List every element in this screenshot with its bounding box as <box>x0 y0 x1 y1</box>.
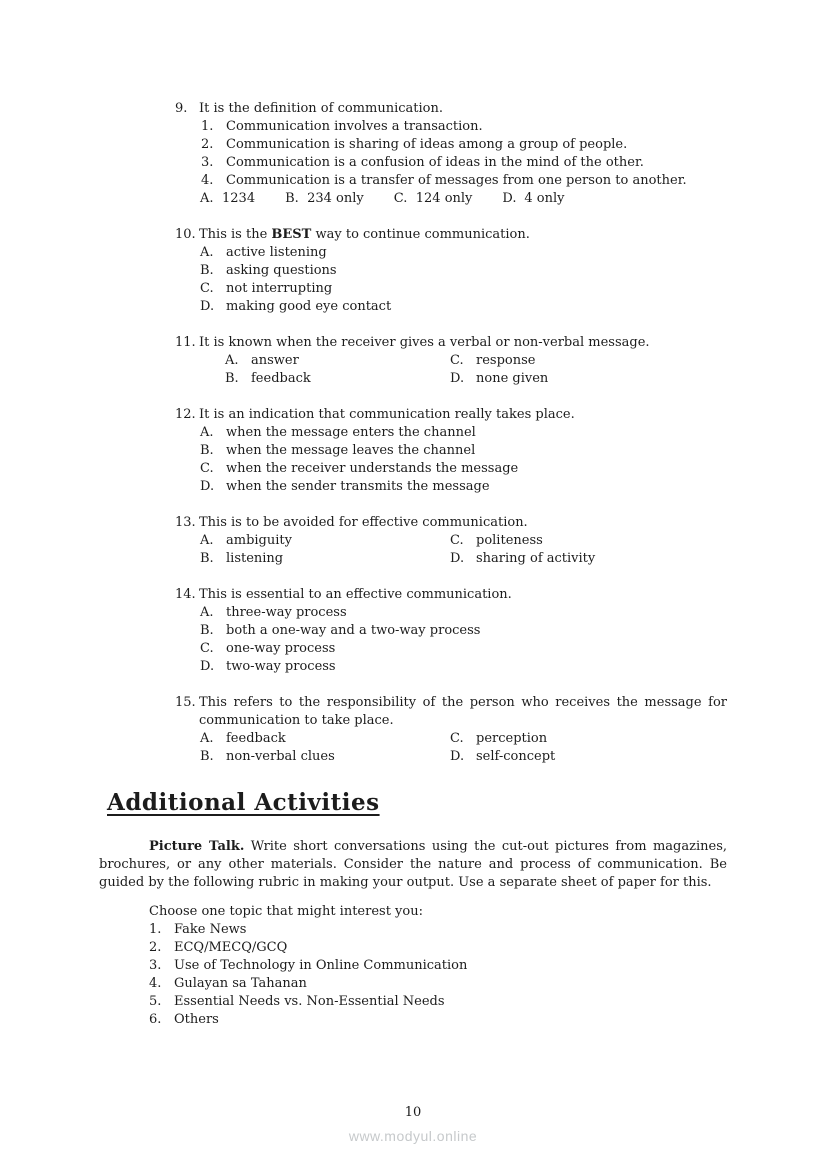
choice-text: three-way process <box>226 605 347 620</box>
choice-text: not interrupting <box>226 281 333 296</box>
question-number: 15. <box>175 695 196 710</box>
activity-lead: Picture Talk. <box>149 839 245 854</box>
choice-item <box>200 622 727 640</box>
choice-item <box>450 550 727 568</box>
question-header <box>175 334 727 352</box>
choice-grid <box>200 532 727 568</box>
question-number: 14. <box>175 587 196 602</box>
choice-text: 4 only <box>524 191 565 206</box>
activity-body: Write short conversations using the cut-out pictures from magazines, brochures, or any other materials. Consider the nature and process of communication. Be guided by the following rubric in making your output. Use a separate sheet of paper for this. <box>99 839 727 890</box>
choice-letter: C. <box>200 281 214 296</box>
choice-letter: D. <box>450 551 465 566</box>
question-9 <box>175 100 727 208</box>
topics-intro: Choose one topic that might interest you: <box>149 904 423 919</box>
topic-text: Use of Technology in Online Communication <box>174 958 468 973</box>
question-text-before: This is the <box>199 227 272 242</box>
topic-marker: 4. <box>149 976 162 991</box>
question-number: 11. <box>175 335 196 350</box>
choice-letter: C. <box>450 731 464 746</box>
statement-text: Communication is sharing of ideas among a group of people. <box>226 137 628 152</box>
topic-item <box>149 1011 727 1029</box>
page-footer <box>0 1104 826 1145</box>
choice-letter: B. <box>200 623 214 638</box>
choice-text: listening <box>226 551 284 566</box>
choice-text: active listening <box>226 245 327 260</box>
statement-text: Communication is a confusion of ideas in the mind of the other. <box>226 155 644 170</box>
choice-text: non-verbal clues <box>226 749 335 764</box>
statement-item <box>201 118 727 136</box>
choice-letter: B. <box>200 551 214 566</box>
choice-letter: A. <box>200 533 214 548</box>
topic-text: Others <box>174 1012 219 1027</box>
topic-text: Gulayan sa Tahanan <box>174 976 307 991</box>
choice-item <box>200 640 727 658</box>
choice-item <box>450 748 727 766</box>
choice-list <box>200 604 727 676</box>
question-header <box>175 514 727 532</box>
watermark: www.modyul.online <box>348 1128 478 1144</box>
question-header <box>175 586 727 604</box>
choice-item <box>200 658 727 676</box>
choice-item <box>200 478 727 496</box>
question-number: 10. <box>175 227 196 242</box>
topic-marker: 3. <box>149 958 162 973</box>
choice-grid <box>200 730 727 766</box>
choice-item <box>450 370 727 388</box>
choice-text: 234 only <box>307 191 364 206</box>
choice-list <box>200 424 727 496</box>
statement-text: Communication is a transfer of messages from one person to another. <box>226 173 687 188</box>
topic-item <box>149 975 727 993</box>
question-text: This is to be avoided for effective communication. <box>199 515 528 530</box>
question-list <box>175 100 727 766</box>
question-text: It is an indication that communication really takes place. <box>199 407 575 422</box>
choice-letter: B. <box>200 263 214 278</box>
question-13 <box>175 514 727 568</box>
question-14 <box>175 586 727 676</box>
choice-text: self-concept <box>476 749 556 764</box>
answer-options-row <box>200 190 727 208</box>
choice-text: ambiguity <box>226 533 292 548</box>
question-15 <box>175 694 727 766</box>
statement-marker: 3. <box>201 155 214 170</box>
question-text <box>199 226 727 244</box>
choice-text: answer <box>251 353 299 368</box>
topic-list <box>149 921 727 1029</box>
choice-text: response <box>476 353 536 368</box>
topic-text: Fake News <box>174 922 247 937</box>
choice-letter: D. <box>200 659 215 674</box>
choice-text: none given <box>476 371 549 386</box>
question-header <box>175 100 727 118</box>
choice-item <box>450 730 727 748</box>
statement-marker: 2. <box>201 137 214 152</box>
choice-letter: A. <box>200 425 214 440</box>
question-11 <box>175 334 727 388</box>
choice-item <box>200 424 727 442</box>
statement-list <box>201 118 727 190</box>
choice-text: 1234 <box>222 191 256 206</box>
section-heading: Additional Activities <box>107 789 380 816</box>
activity-paragraph <box>99 838 727 892</box>
question-10 <box>175 226 727 316</box>
statement-text: Communication involves a transaction. <box>226 119 483 134</box>
choice-letter: C. <box>200 461 214 476</box>
choice-item <box>200 604 727 622</box>
statement-marker: 1. <box>201 119 214 134</box>
topic-marker: 2. <box>149 940 162 955</box>
choice-letter: A. <box>200 731 214 746</box>
choice-item <box>200 460 727 478</box>
choice-item <box>200 190 255 208</box>
statement-item <box>201 154 727 172</box>
choice-item <box>200 550 450 568</box>
statement-item <box>201 136 727 154</box>
choice-text: making good eye contact <box>226 299 392 314</box>
topic-item <box>149 939 727 957</box>
question-number: 13. <box>175 515 196 530</box>
choice-text: 124 only <box>415 191 473 206</box>
topic-item <box>149 957 727 975</box>
choice-text: when the message leaves the channel <box>226 443 476 458</box>
choice-letter: A. <box>200 605 214 620</box>
choice-letter: D. <box>200 479 215 494</box>
question-text: This is essential to an effective communication. <box>199 587 512 602</box>
question-header <box>175 406 727 424</box>
choice-text: politeness <box>476 533 543 548</box>
choice-text: feedback <box>226 731 286 746</box>
choice-text: sharing of activity <box>476 551 596 566</box>
choice-letter: B. <box>200 443 214 458</box>
page-number: 10 <box>404 1105 422 1120</box>
choice-text: asking questions <box>226 263 337 278</box>
choice-text: feedback <box>251 371 311 386</box>
choice-letter: D. <box>502 191 517 206</box>
choice-grid <box>225 352 727 388</box>
choice-letter: C. <box>393 191 408 206</box>
choice-text: both a one-way and a two-way process <box>226 623 481 638</box>
topic-item <box>149 921 727 939</box>
choice-list <box>200 244 727 316</box>
choice-item <box>200 280 727 298</box>
choice-letter: B. <box>200 749 214 764</box>
choice-item <box>450 352 727 370</box>
topic-text: Essential Needs vs. Non-Essential Needs <box>174 994 445 1009</box>
choice-item <box>450 532 727 550</box>
question-text-bold: BEST <box>271 227 312 242</box>
choice-letter: D. <box>450 371 465 386</box>
question-text: It is known when the receiver gives a verbal or non-verbal message. <box>199 335 650 350</box>
choice-item <box>200 442 727 460</box>
choice-item <box>200 532 450 550</box>
choice-text: when the message enters the channel <box>226 425 476 440</box>
question-text: This refers to the responsibility of the person who receives the message for communication to take place. <box>199 695 727 728</box>
choice-letter: C. <box>450 353 464 368</box>
choice-letter: D. <box>450 749 465 764</box>
choice-letter: C. <box>200 641 214 656</box>
question-number: 12. <box>175 407 196 422</box>
choice-letter: C. <box>450 533 464 548</box>
choice-letter: A. <box>225 353 239 368</box>
choice-text: two-way process <box>226 659 336 674</box>
statement-item <box>201 172 727 190</box>
statement-marker: 4. <box>201 173 214 188</box>
choice-letter: D. <box>200 299 215 314</box>
choice-item <box>200 298 727 316</box>
topic-text: ECQ/MECQ/GCQ <box>174 940 288 955</box>
choice-letter: A. <box>200 191 214 206</box>
choice-letter: B. <box>225 371 239 386</box>
question-number: 9. <box>175 101 188 116</box>
question-text-after: way to continue communication. <box>311 227 530 242</box>
topic-item <box>149 993 727 1011</box>
choice-item <box>285 190 364 208</box>
choice-text: perception <box>476 731 548 746</box>
choice-item <box>394 190 473 208</box>
choice-text: when the receiver understands the message <box>226 461 519 476</box>
choice-text: one-way process <box>226 641 336 656</box>
question-text: It is the definition of communication. <box>199 101 443 116</box>
choice-item <box>225 352 450 370</box>
question-12 <box>175 406 727 496</box>
question-header <box>175 226 727 244</box>
choice-item <box>200 748 450 766</box>
choice-letter: A. <box>200 245 214 260</box>
choice-item <box>200 262 727 280</box>
question-header <box>175 694 727 730</box>
choice-item <box>502 190 564 208</box>
choice-item <box>225 370 450 388</box>
topic-marker: 1. <box>149 922 162 937</box>
choice-text: when the sender transmits the message <box>226 479 490 494</box>
topic-marker: 5. <box>149 994 162 1009</box>
choice-item <box>200 244 727 262</box>
choice-item <box>200 730 450 748</box>
topic-marker: 6. <box>149 1012 162 1027</box>
choice-letter: B. <box>285 191 299 206</box>
